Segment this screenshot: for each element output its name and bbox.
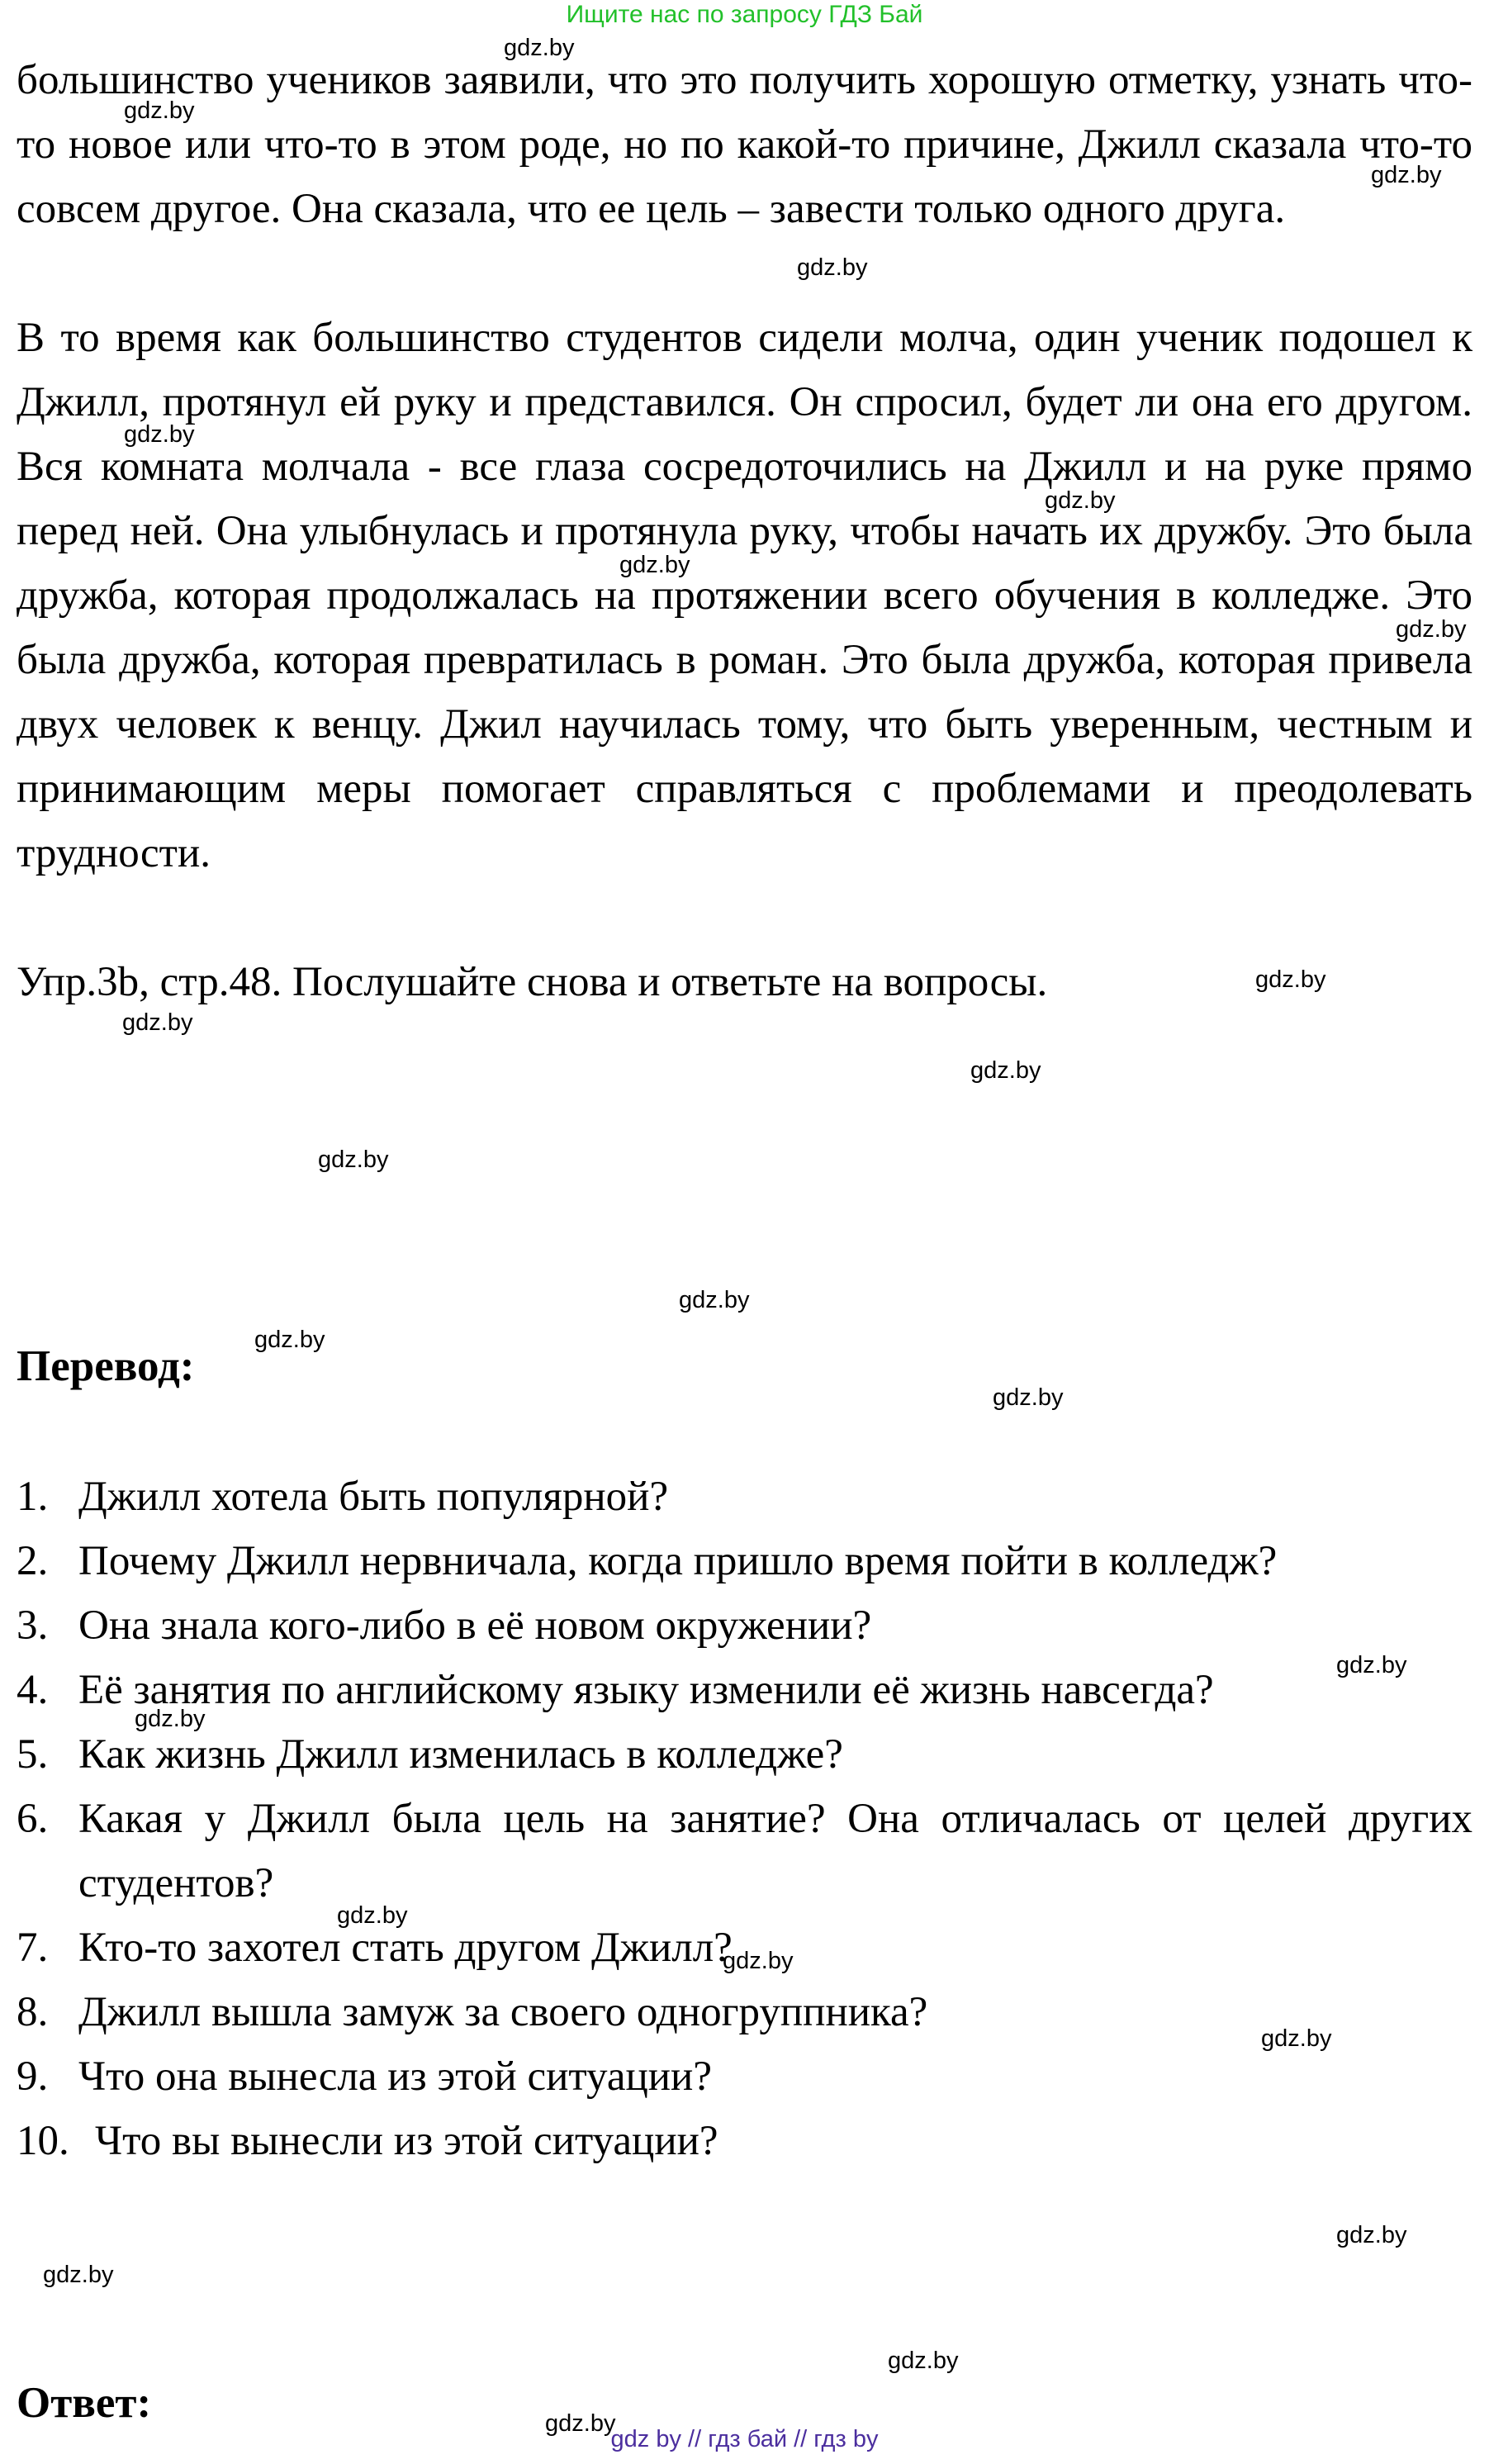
question-item xyxy=(17,1787,1472,1916)
paragraph-1: большинство учеников заявили, что это получить хорошую отметку, узнать что-то новое или что-то в этом роде, но по какой-то причине, Джилл сказала что-то совсем другое. Она сказала, что ее цель – завести только одного друга. xyxy=(17,57,1472,232)
top-banner[interactable]: Ищите нас по запросу ГДЗ Бай xyxy=(566,1,923,28)
question-text: Как жизнь Джилл изменилась в колледже? xyxy=(78,1731,843,1778)
question-text: Она знала кого-либо в её новом окружении? xyxy=(78,1602,872,1649)
exercise-instruction: Упр.3b, стр.48. Послушайте снова и ответьте на вопросы. xyxy=(17,959,1048,1005)
watermark: gdz.by xyxy=(124,421,195,448)
translation-heading: Перевод: xyxy=(17,1342,195,1390)
watermark: gdz.by xyxy=(43,2262,114,2288)
question-item xyxy=(17,1658,1472,1722)
question-text: Какая у Джилл была цель на занятие? Она отличалась от целей других студентов? xyxy=(78,1796,1472,1906)
watermark: gdz.by xyxy=(619,552,690,578)
question-text: Что она вынесла из этой ситуации? xyxy=(78,2053,712,2100)
question-text: Джилл вышла замуж за своего одногруппника? xyxy=(78,1989,928,2035)
question-number: 7. xyxy=(17,1925,49,1971)
watermark: gdz.by xyxy=(124,97,195,124)
question-text: Её занятия по английскому языку изменили её жизнь навсегда? xyxy=(78,1667,1214,1713)
question-item xyxy=(17,1593,1472,1658)
watermark: gdz.by xyxy=(337,1902,408,1929)
question-number: 6. xyxy=(17,1796,49,1842)
watermark: gdz.by xyxy=(504,35,575,61)
watermark: gdz.by xyxy=(135,1706,206,1732)
watermark: gdz.by xyxy=(970,1057,1041,1084)
answer-heading: Ответ: xyxy=(17,2379,152,2427)
footer-links[interactable]: gdz by // гдз бай // гдз by xyxy=(610,2426,879,2452)
question-item xyxy=(17,1465,1472,1529)
watermark: gdz.by xyxy=(318,1147,389,1173)
question-list xyxy=(17,1465,1472,2173)
question-number: 8. xyxy=(17,1989,49,2035)
question-text: Что вы вынесли из этой ситуации? xyxy=(95,2118,718,2164)
watermark: gdz.by xyxy=(254,1327,325,1353)
watermark: gdz.by xyxy=(1045,487,1116,514)
watermark: gdz.by xyxy=(545,2410,616,2437)
question-number: 3. xyxy=(17,1602,49,1649)
watermark: gdz.by xyxy=(1336,2222,1407,2248)
question-number: 9. xyxy=(17,2053,49,2100)
question-item xyxy=(17,1722,1472,1787)
watermark: gdz.by xyxy=(723,1948,794,1974)
question-text: Почему Джилл нервничала, когда пришло время пойти в колледж? xyxy=(78,1538,1278,1584)
watermark: gdz.by xyxy=(888,2348,959,2374)
question-number: 4. xyxy=(17,1667,49,1713)
question-item xyxy=(17,1529,1472,1593)
watermark: gdz.by xyxy=(797,254,868,281)
question-item xyxy=(17,1980,1472,2044)
watermark: gdz.by xyxy=(1396,616,1467,643)
watermark: gdz.by xyxy=(1371,162,1442,188)
question-item xyxy=(17,2044,1472,2109)
watermark: gdz.by xyxy=(993,1384,1064,1411)
watermark: gdz.by xyxy=(1261,2025,1332,2052)
question-number: 2. xyxy=(17,1538,49,1584)
question-text: Кто-то захотел стать другом Джилл? xyxy=(78,1925,733,1971)
paragraph-2: В то время как большинство студентов сидели молча, один ученик подошел к Джилл, протянул ей руку и представился. Он спросил, будет ли она его другом. Вся комната молчала - все глаза сосредоточились на Джилл и на руке прямо перед ней. Она улыбнулась и протянула руку, чтобы начать их дружбу. Это была дружба, которая продолжалась на протяжении всего обучения в колледже. Это была дружба, которая превратилась в роман. Это была дружба, которая привела двух человек к венцу. Джил научилась тому, что быть уверенным, честным и принимающим меры помогает справляться с проблемами и преодолевать трудности. xyxy=(17,315,1472,876)
question-item xyxy=(17,2109,1472,2173)
question-number: 10. xyxy=(17,2118,69,2164)
question-number: 5. xyxy=(17,1731,49,1778)
question-text: Джилл хотела быть популярной? xyxy=(78,1474,669,1520)
watermark: gdz.by xyxy=(122,1009,193,1036)
watermark: gdz.by xyxy=(1336,1652,1407,1678)
watermark: gdz.by xyxy=(679,1287,750,1313)
watermark: gdz.by xyxy=(1255,966,1326,993)
question-number: 1. xyxy=(17,1474,49,1520)
